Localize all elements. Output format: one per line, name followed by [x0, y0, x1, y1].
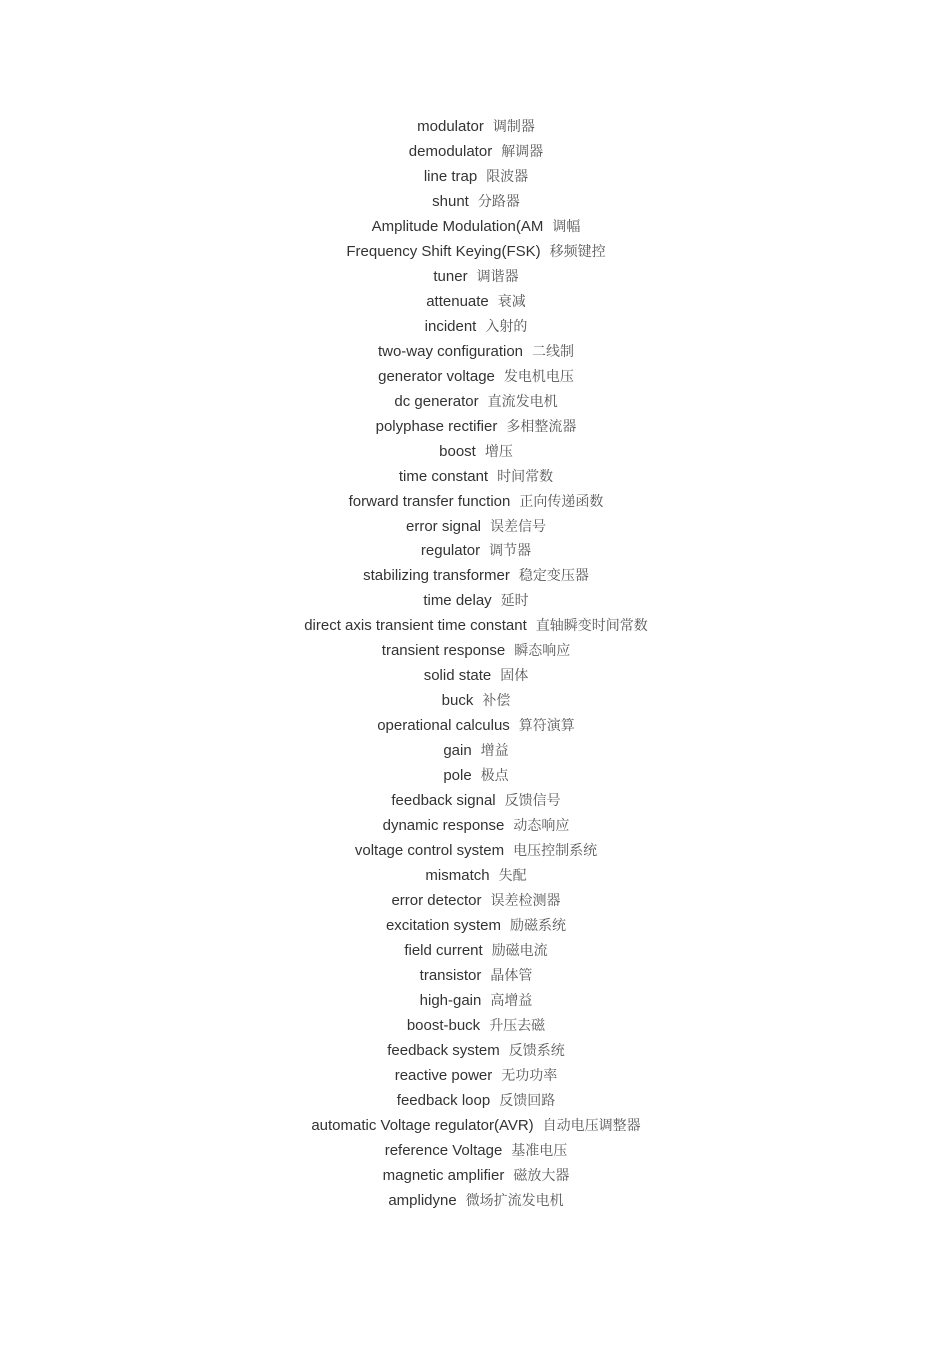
- glossary-entry: [0, 714, 952, 739]
- glossary-translation: 瞬态响应: [514, 643, 571, 660]
- glossary-translation: 调制器: [492, 119, 535, 135]
- glossary-term: boost: [439, 442, 476, 460]
- glossary-entry: [0, 814, 952, 839]
- glossary-entry: [0, 614, 952, 639]
- glossary-translation: 衰减: [497, 293, 526, 310]
- glossary-translation: 增益: [480, 743, 509, 760]
- glossary-translation: 动态响应: [513, 818, 570, 835]
- glossary-translation: 调谐器: [476, 268, 519, 285]
- glossary-translation: 补偿: [482, 693, 511, 710]
- glossary-entry: [0, 764, 952, 789]
- glossary-entry: [0, 914, 952, 939]
- glossary-entry: [0, 639, 952, 664]
- glossary-entry: [0, 1064, 952, 1089]
- glossary-translation: 二线制: [532, 343, 575, 360]
- glossary-translation: 解调器: [501, 143, 544, 160]
- glossary-term: solid state: [423, 667, 492, 685]
- glossary-translation: 磁放大器: [513, 1167, 570, 1184]
- glossary-entry: [0, 290, 952, 315]
- glossary-entry: [0, 240, 952, 265]
- glossary-term: dynamic response: [382, 817, 505, 835]
- glossary-translation: 发电机电压: [503, 368, 574, 385]
- glossary-list: [0, 115, 952, 1214]
- glossary-entry: [0, 190, 952, 215]
- glossary-entry: [0, 390, 952, 415]
- glossary-term: transistor: [419, 966, 482, 984]
- glossary-term: buck: [441, 692, 474, 710]
- glossary-translation: 无功功率: [501, 1067, 558, 1084]
- glossary-term: magnetic amplifier: [382, 1166, 505, 1184]
- glossary-term: time delay: [423, 592, 492, 610]
- glossary-entry: [0, 1039, 952, 1064]
- glossary-translation: 反馈回路: [499, 1092, 556, 1109]
- glossary-translation: 基准电压: [511, 1142, 568, 1159]
- glossary-entry: [0, 215, 952, 240]
- glossary-entry: [0, 1139, 952, 1164]
- glossary-term: reference Voltage: [384, 1141, 503, 1159]
- glossary-term: feedback signal: [391, 792, 496, 810]
- glossary-translation: 自动电压调整器: [542, 1117, 641, 1134]
- glossary-translation: 直轴瞬变时间常数: [535, 618, 648, 635]
- glossary-translation: 移频键控: [549, 243, 606, 260]
- glossary-term: direct axis transient time constant: [304, 617, 527, 635]
- glossary-term: automatic Voltage regulator(AVR): [311, 1116, 534, 1134]
- glossary-translation: 失配: [498, 868, 527, 885]
- glossary-translation: 晶体管: [490, 967, 533, 984]
- glossary-entry: [0, 1089, 952, 1114]
- glossary-translation: 调幅: [552, 218, 581, 235]
- glossary-term: shunt: [432, 192, 469, 210]
- glossary-entry: [0, 140, 952, 165]
- glossary-term: amplidyne: [388, 1191, 457, 1209]
- glossary-term: polyphase rectifier: [375, 417, 498, 435]
- glossary-entry: [0, 415, 952, 440]
- glossary-entry: [0, 739, 952, 764]
- glossary-term: feedback loop: [396, 1091, 491, 1109]
- glossary-term: modulator: [417, 118, 484, 135]
- glossary-entry: [0, 315, 952, 340]
- glossary-entry: [0, 490, 952, 515]
- glossary-entry: [0, 889, 952, 914]
- glossary-translation: 励磁电流: [491, 942, 548, 959]
- glossary-term: tuner: [433, 267, 468, 285]
- glossary-term: excitation system: [385, 917, 502, 934]
- glossary-entry: [0, 165, 952, 190]
- glossary-translation: 误差信号: [490, 518, 547, 535]
- glossary-entry: [0, 989, 952, 1014]
- glossary-entry: [0, 340, 952, 365]
- glossary-term: feedback system: [387, 1041, 500, 1059]
- glossary-term: Amplitude Modulation(AM: [371, 217, 544, 235]
- glossary-entry: [0, 664, 952, 689]
- glossary-term: two-way configuration: [377, 342, 524, 360]
- glossary-translation: 升压去磁: [489, 1017, 546, 1034]
- glossary-entry: [0, 839, 952, 864]
- glossary-translation: 固体: [500, 668, 529, 685]
- glossary-term: voltage control system: [354, 842, 505, 860]
- glossary-entry: [0, 864, 952, 889]
- glossary-term: demodulator: [408, 142, 493, 160]
- glossary-translation: 微场扩流发电机: [465, 1192, 564, 1209]
- glossary-term: time constant: [398, 467, 489, 485]
- glossary-term: gain: [443, 742, 472, 760]
- glossary-translation: 入射的: [485, 318, 528, 335]
- glossary-entry: [0, 1114, 952, 1139]
- glossary-entry: [0, 1014, 952, 1039]
- glossary-term: line trap: [423, 167, 478, 185]
- glossary-term: field current: [404, 941, 483, 959]
- glossary-term: operational calculus: [377, 717, 510, 735]
- glossary-entry: [0, 515, 952, 540]
- glossary-translation: 多相整流器: [506, 418, 577, 435]
- glossary-term: high-gain: [419, 991, 482, 1009]
- glossary-entry: [0, 539, 952, 564]
- glossary-translation: 反馈系统: [508, 1042, 565, 1059]
- glossary-translation: 稳定变压器: [518, 568, 589, 585]
- glossary-term: boost-buck: [406, 1016, 481, 1034]
- glossary-translation: 增压: [484, 443, 513, 460]
- glossary-translation: 励磁系统: [510, 918, 567, 934]
- glossary-entry: [0, 440, 952, 465]
- glossary-translation: 时间常数: [497, 468, 554, 485]
- glossary-term: generator voltage: [378, 367, 495, 385]
- glossary-entry: [0, 265, 952, 290]
- glossary-entry: [0, 465, 952, 490]
- glossary-term: transient response: [381, 642, 506, 660]
- glossary-translation: 电压控制系统: [513, 843, 598, 860]
- glossary-term: Frequency Shift Keying(FSK): [346, 242, 541, 260]
- glossary-translation: 极点: [480, 768, 509, 785]
- glossary-translation: 调节器: [489, 543, 532, 560]
- glossary-term: attenuate: [426, 292, 489, 310]
- glossary-entry: [0, 564, 952, 589]
- glossary-translation: 直流发电机: [487, 393, 558, 410]
- glossary-translation: 误差检测器: [490, 893, 561, 910]
- glossary-term: regulator: [420, 542, 481, 560]
- glossary-term: mismatch: [425, 867, 490, 885]
- glossary-translation: 限波器: [486, 168, 529, 185]
- glossary-term: dc generator: [394, 392, 479, 410]
- glossary-entry: [0, 939, 952, 964]
- glossary-term: pole: [443, 767, 472, 785]
- glossary-entry: [0, 964, 952, 989]
- glossary-entry: [0, 689, 952, 714]
- glossary-translation: 正向传递函数: [519, 493, 604, 510]
- glossary-term: error detector: [391, 892, 482, 910]
- glossary-entry: [0, 789, 952, 814]
- glossary-translation: 高增益: [490, 992, 533, 1009]
- glossary-entry: [0, 115, 952, 140]
- glossary-translation: 延时: [500, 593, 529, 610]
- glossary-term: stabilizing transformer: [363, 567, 510, 585]
- glossary-entry: [0, 1189, 952, 1214]
- glossary-term: forward transfer function: [348, 492, 511, 510]
- glossary-entry: [0, 589, 952, 614]
- glossary-translation: 反馈信号: [504, 793, 561, 810]
- glossary-translation: 分路器: [477, 193, 520, 210]
- glossary-term: error signal: [405, 517, 482, 535]
- glossary-entry: [0, 365, 952, 390]
- glossary-translation: 算符演算: [518, 718, 575, 735]
- glossary-entry: [0, 1164, 952, 1189]
- glossary-term: incident: [424, 317, 477, 335]
- glossary-term: reactive power: [394, 1066, 493, 1084]
